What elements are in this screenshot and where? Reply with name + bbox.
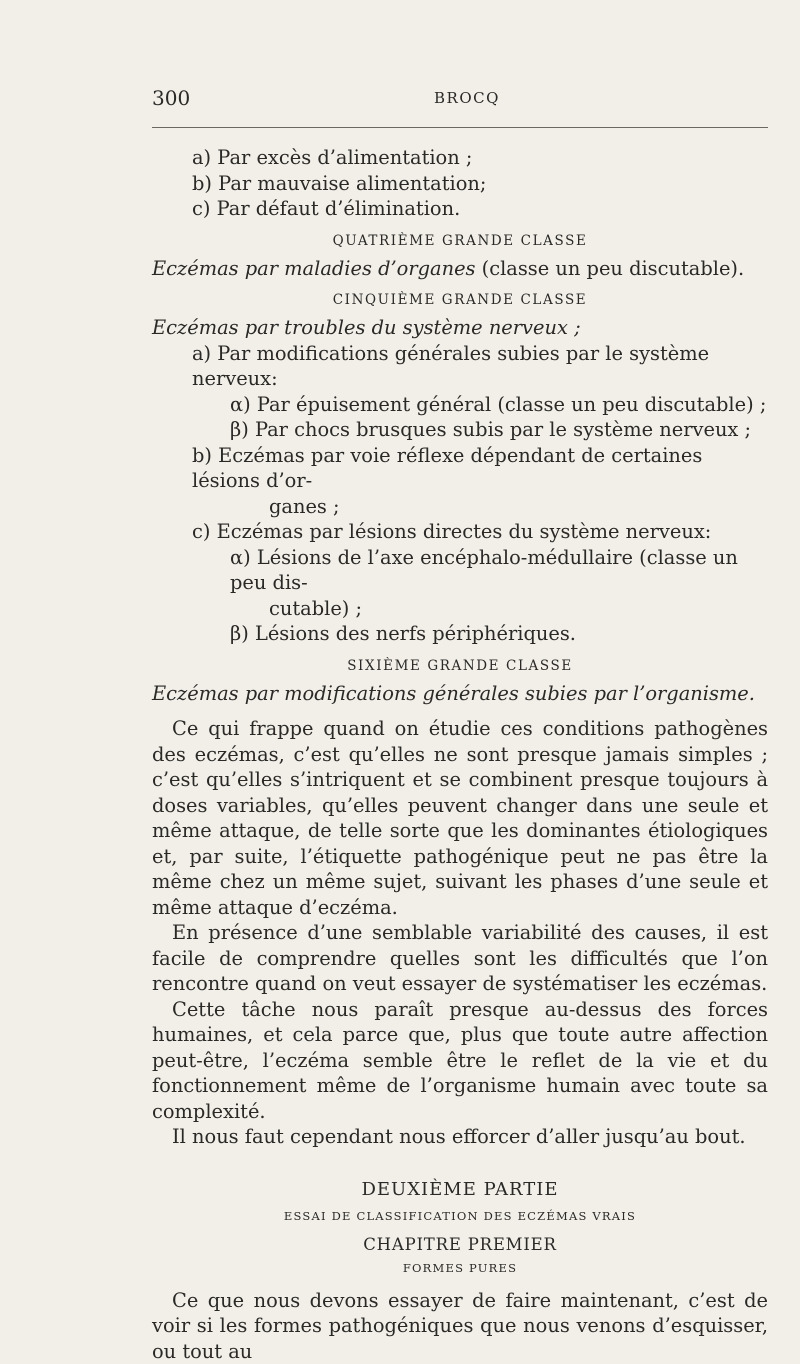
paragraph: Ce qui frappe quand on étudie ces conditions pathogènes des eczémas, c’est qu’elles ne sont presque jamais simples ; c’est qu’elles s’intriquent et se combinent presque toujours à doses variables, qu’elles peuvent changer dans une seule et même attaque, de telle sorte que les dominantes étiologiques et, par suite, l’étiquette pathogénique peut ne pas être la même chez un même sujet, suivant les phases d’une seule et même attaque d’eczéma. (152, 716, 768, 920)
body-text (152, 145, 768, 1364)
running-head (152, 86, 768, 112)
list-item: c) Par défaut d’élimination. (152, 196, 768, 222)
paragraph: Cette tâche nous paraît presque au-dessus des forces humaines, et cela parce que, plus que toute autre affection peut-être, l’eczéma semble être le reflet de la vie et du fonctionnement même de l’organisme humain avec toute sa complexité. (152, 997, 768, 1125)
class-heading-5: CINQUIÈME GRANDE CLASSE (152, 289, 768, 311)
paragraph: Il nous faut cependant nous efforcer d’aller jusqu’au bout. (152, 1124, 768, 1150)
page-number: 300 (152, 86, 190, 110)
list-item: β) Lésions des nerfs périphériques. (152, 621, 768, 647)
class-title-4-rest: (classe un peu discutable). (476, 257, 745, 280)
list-item: c) Eczémas par lésions directes du système nerveux: (152, 519, 768, 545)
list-item: α) Lésions de l’axe encéphalo-médullaire (classe un peu dis- (152, 545, 768, 596)
class-title-6: Eczémas par modifications générales subies par l’organisme. (152, 681, 768, 707)
class-title-5: Eczémas par troubles du système nerveux ; (152, 315, 768, 341)
class-title-4-italic: Eczémas par maladies d’organes (152, 257, 476, 280)
class-heading-4: QUATRIÈME GRANDE CLASSE (152, 230, 768, 252)
list-item: β) Par chocs brusques subis par le système nerveux ; (152, 417, 768, 443)
paragraph: Ce que nous devons essayer de faire maintenant, c’est de voir si les formes pathogéniques que nous venons d’esquisser, ou tout au (152, 1288, 768, 1364)
paragraph: En présence d’une semblable variabilité des causes, il est facile de comprendre quelles sont les difficultés que l’on rencontre quand on veut essayer de systématiser les eczémas. (152, 920, 768, 997)
list-item: ganes ; (152, 494, 768, 520)
chapter-subtitle: FORMES PURES (152, 1258, 768, 1278)
running-title: BROCQ (434, 89, 500, 107)
header-rule (152, 127, 768, 128)
list-item: a) Par excès d’alimentation ; (152, 145, 768, 171)
part-title: DEUXIÈME PARTIE (152, 1178, 768, 1202)
class-title-4 (152, 256, 768, 282)
book-page (152, 0, 768, 1347)
list-item: a) Par modifications générales subies par le système nerveux: (152, 341, 768, 392)
list-item: b) Eczémas par voie réflexe dépendant de certaines lésions d’or- (152, 443, 768, 494)
part-subtitle: ESSAI DE CLASSIFICATION DES ECZÉMAS VRAIS (152, 1206, 768, 1226)
list-item: α) Par épuisement général (classe un peu discutable) ; (152, 392, 768, 418)
list-item: b) Par mauvaise alimentation; (152, 171, 768, 197)
class-heading-6: SIXIÈME GRANDE CLASSE (152, 655, 768, 677)
chapter-title: CHAPITRE PREMIER (152, 1234, 768, 1256)
list-item: cutable) ; (152, 596, 768, 622)
